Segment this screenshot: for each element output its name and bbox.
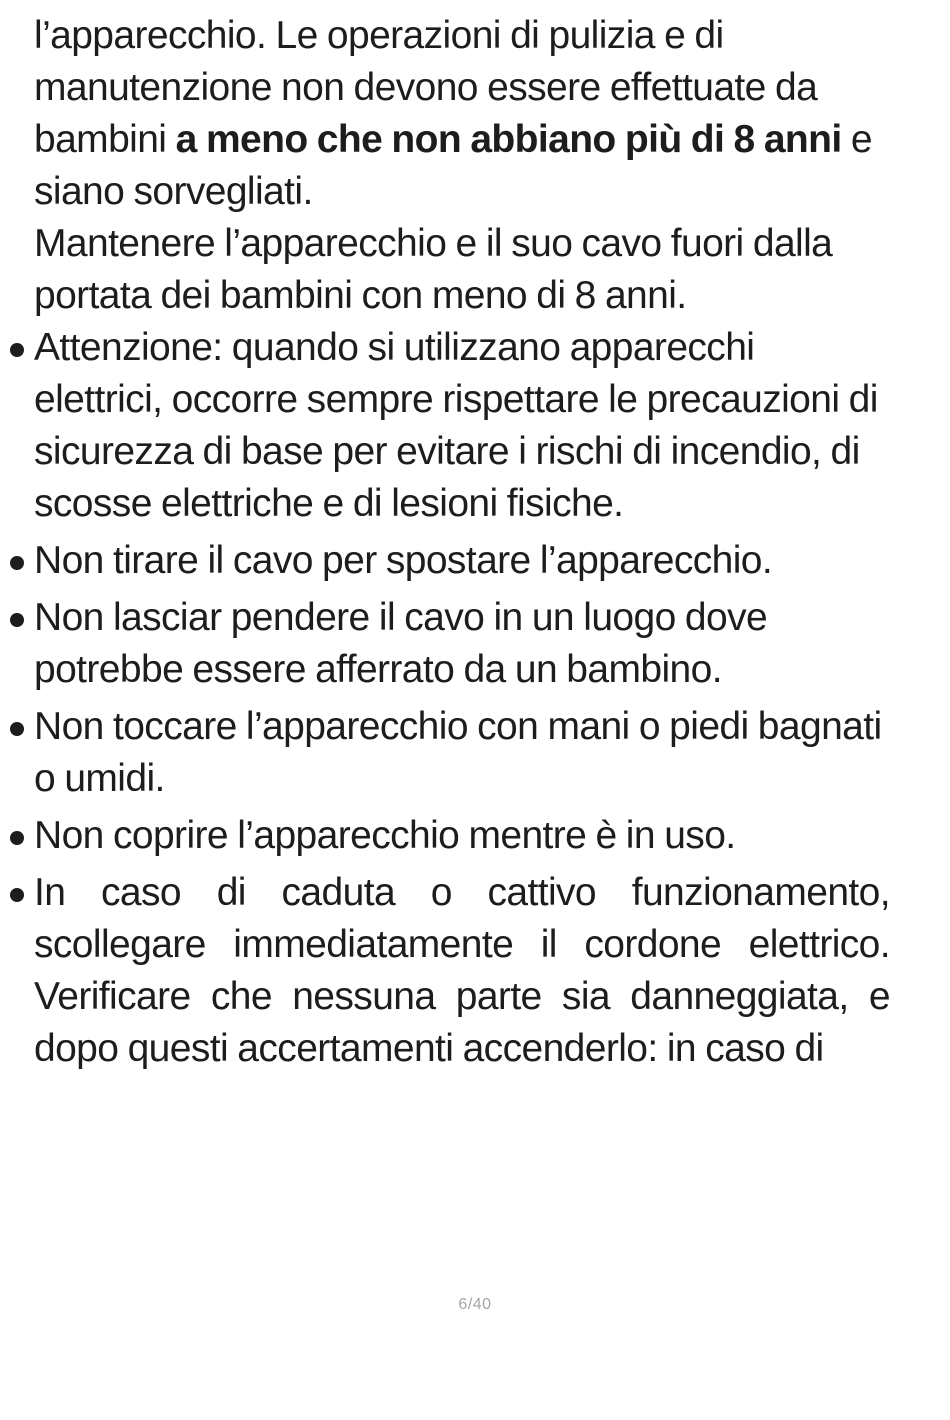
bullet-item [34, 592, 890, 696]
intro-text-end: e siano sorvegliati. [34, 118, 872, 213]
intro-text: l’apparecchio. Le operazioni di pulizia e di manutenzione non devono essere effettuate da bambini [34, 14, 818, 161]
bullet-item [34, 810, 890, 862]
bullet-item [34, 701, 890, 805]
bullet-icon [10, 888, 24, 902]
intro-paragraph [34, 10, 890, 218]
page-number: 6/40 [458, 1296, 492, 1313]
page-body [34, 10, 890, 1075]
bullet-text: Attenzione: quando si utilizzano apparecchi elettrici, occorre sempre rispettare le precauzioni di sicurezza di base per evitare i rischi di incendio, di scosse elettriche e di lesioni fisiche. [34, 326, 878, 525]
bullet-text: Non coprire l’apparecchio mentre è in uso. [34, 814, 736, 857]
bullet-item [34, 867, 890, 1075]
bullet-icon [10, 722, 24, 736]
bullet-text: Non lasciar pendere il cavo in un luogo dove potrebbe essere afferrato da un bambino. [34, 596, 768, 691]
bullet-item [34, 535, 890, 587]
bullet-icon [10, 831, 24, 845]
bullet-icon [10, 343, 24, 357]
bullet-item [34, 322, 890, 530]
bullet-text: In caso di caduta o cattivo funzionamento, scollegare immediatamente il cordone elettrico. Verificare che nessuna parte sia danneggiata, e dopo questi accertamenti accenderlo: in caso di [34, 871, 890, 1070]
bullet-text: Non toccare l’apparecchio con mani o piedi bagnati o umidi. [34, 705, 882, 800]
bullet-text: Non tirare il cavo per spostare l’apparecchio. [34, 539, 773, 582]
bullet-icon [10, 556, 24, 570]
bullet-icon [10, 613, 24, 627]
intro-bold-text: a meno che non abbiano più di 8 anni [175, 118, 842, 161]
intro-paragraph-2: Mantenere l’apparecchio e il suo cavo fuori dalla portata dei bambini con meno di 8 anni. [34, 222, 833, 317]
